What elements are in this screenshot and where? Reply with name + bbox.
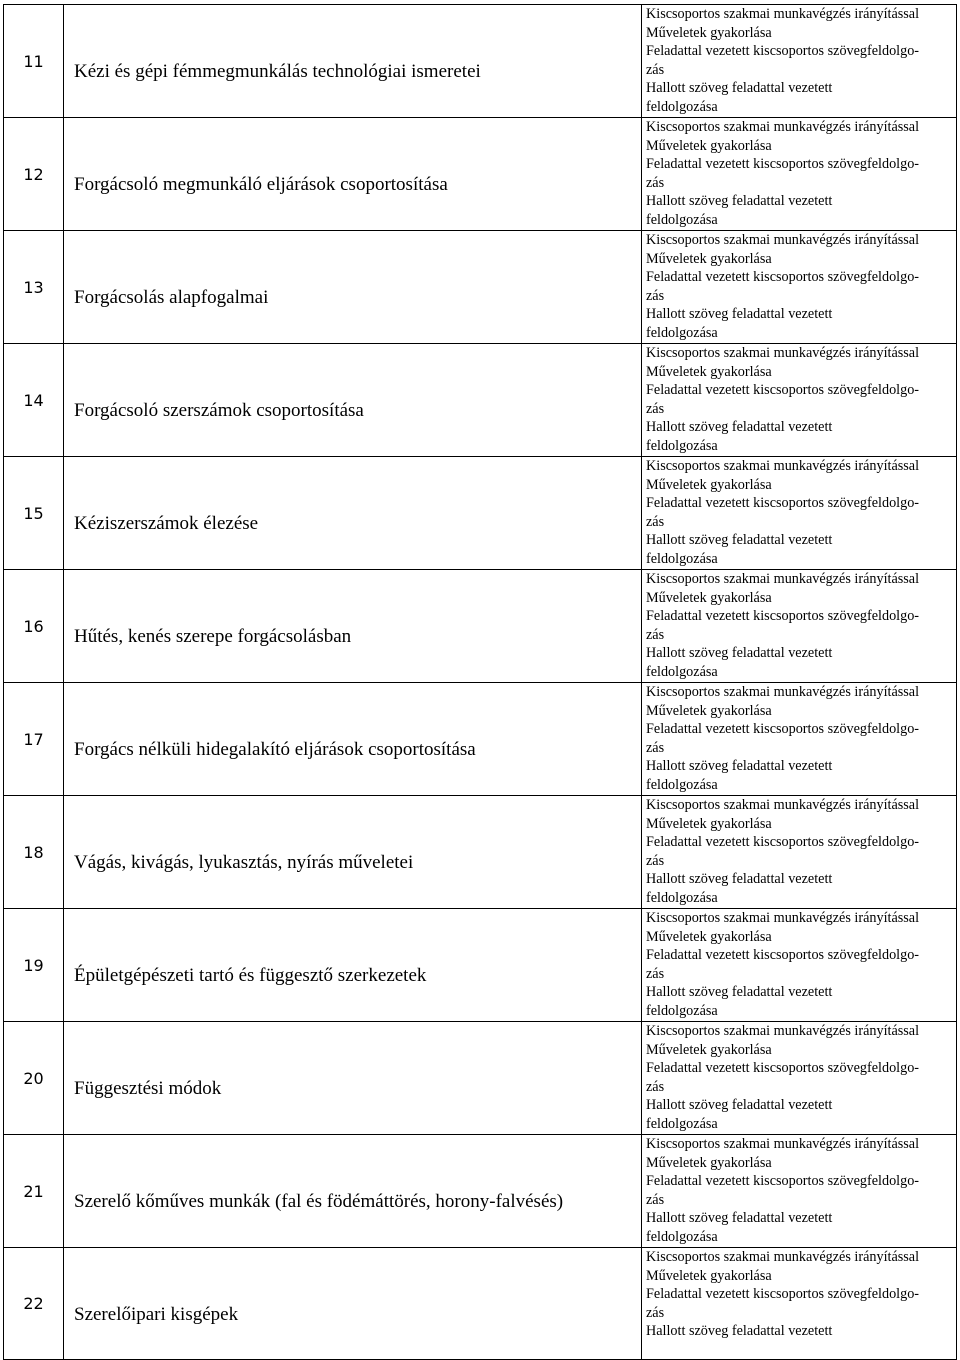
lesson-topic	[64, 570, 642, 683]
method-line: Feladattal vezetett kiscsoportos szövegfeldolgo-	[646, 721, 920, 738]
lesson-topic-text: Függesztési módok	[74, 1078, 222, 1099]
lesson-topic-text: Forgácsoló megmunkáló eljárások csoportosítása	[74, 174, 448, 195]
teaching-methods	[642, 5, 957, 118]
method-line: Feladattal vezetett kiscsoportos szövegfeldolgo-	[646, 608, 920, 625]
teaching-methods	[642, 118, 957, 231]
method-line: Kiscsoportos szakmai munkavégzés irányítással	[646, 1136, 920, 1152]
method-line: Kiscsoportos szakmai munkavégzés irányítással	[646, 797, 920, 813]
method-line: Műveletek gyakorlása	[646, 702, 772, 719]
method-line: Műveletek gyakorlása	[646, 1154, 772, 1171]
method-line: Feladattal vezetett kiscsoportos szövegfeldolgo-	[646, 1060, 920, 1077]
table-row	[4, 457, 957, 570]
lesson-topic-text: Hűtés, kenés szerepe forgácsolásban	[74, 626, 352, 647]
table-row	[4, 344, 957, 457]
method-line: feldolgozása	[646, 324, 718, 341]
method-line: zás	[646, 965, 665, 982]
method-line: Kiscsoportos szakmai munkavégzés irányítással	[646, 684, 920, 700]
method-line: Hallott szöveg feladattal vezetett	[646, 419, 833, 436]
method-line: Hallott szöveg feladattal vezetett	[646, 532, 833, 549]
lesson-number: 20	[4, 1022, 64, 1135]
method-line: zás	[646, 626, 665, 643]
method-line: feldolgozása	[646, 98, 718, 115]
teaching-methods	[642, 457, 957, 570]
method-line: Feladattal vezetett kiscsoportos szövegfeldolgo-	[646, 269, 920, 286]
lesson-number: 14	[4, 344, 64, 457]
lesson-topic	[64, 5, 642, 118]
lesson-topic	[64, 683, 642, 796]
teaching-methods	[642, 231, 957, 344]
lesson-topic-text: Kéziszerszámok élezése	[74, 513, 259, 534]
method-line: Feladattal vezetett kiscsoportos szövegfeldolgo-	[646, 382, 920, 399]
method-line: Műveletek gyakorlása	[646, 1267, 772, 1284]
table-row	[4, 1248, 957, 1360]
method-line: zás	[646, 513, 665, 530]
method-line: zás	[646, 287, 665, 304]
lesson-topic	[64, 457, 642, 570]
teaching-methods	[642, 1022, 957, 1135]
method-line: Hallott szöveg feladattal vezetett	[646, 645, 833, 662]
method-line: Műveletek gyakorlása	[646, 250, 772, 267]
lesson-topic	[64, 909, 642, 1022]
lesson-topic-text: Szerelő kőműves munkák (fal és födémáttörés, horony-falvésés)	[74, 1191, 564, 1212]
lesson-number: 21	[4, 1135, 64, 1248]
lesson-topic-text: Vágás, kivágás, lyukasztás, nyírás műveletei	[74, 852, 414, 873]
method-line: Műveletek gyakorlása	[646, 137, 772, 154]
method-line: zás	[646, 852, 665, 869]
table-row	[4, 683, 957, 796]
method-line: feldolgozása	[646, 211, 718, 228]
method-line: feldolgozása	[646, 1002, 718, 1019]
method-line: Kiscsoportos szakmai munkavégzés irányítással	[646, 6, 920, 22]
method-line: Kiscsoportos szakmai munkavégzés irányítással	[646, 910, 920, 926]
lesson-topic-text: Épületgépészeti tartó és függesztő szerkezetek	[74, 965, 427, 986]
method-line: Hallott szöveg feladattal vezetett	[646, 193, 833, 210]
lesson-number: 11	[4, 5, 64, 118]
method-line: Kiscsoportos szakmai munkavégzés irányítással	[646, 571, 920, 587]
table-row	[4, 909, 957, 1022]
method-line: Műveletek gyakorlása	[646, 24, 772, 41]
method-line: Kiscsoportos szakmai munkavégzés irányítással	[646, 1023, 920, 1039]
lesson-number: 22	[4, 1248, 64, 1360]
lesson-number: 12	[4, 118, 64, 231]
method-line: Feladattal vezetett kiscsoportos szövegfeldolgo-	[646, 1286, 920, 1303]
lesson-topic	[64, 796, 642, 909]
method-line: Hallott szöveg feladattal vezetett	[646, 871, 833, 888]
lesson-number: 19	[4, 909, 64, 1022]
lesson-topic	[64, 1248, 642, 1360]
lesson-topic-text: Forgácsolás alapfogalmai	[74, 287, 269, 308]
teaching-methods	[642, 683, 957, 796]
method-line: Feladattal vezetett kiscsoportos szövegfeldolgo-	[646, 947, 920, 964]
method-line: Feladattal vezetett kiscsoportos szövegfeldolgo-	[646, 43, 920, 60]
method-line: Kiscsoportos szakmai munkavégzés irányítással	[646, 345, 920, 361]
method-line: zás	[646, 61, 665, 78]
method-line: feldolgozása	[646, 1115, 718, 1132]
method-line: Hallott szöveg feladattal vezetett	[646, 1210, 833, 1227]
lesson-number: 16	[4, 570, 64, 683]
method-line: zás	[646, 400, 665, 417]
method-line: Műveletek gyakorlása	[646, 363, 772, 380]
method-line: Feladattal vezetett kiscsoportos szövegfeldolgo-	[646, 495, 920, 512]
teaching-methods	[642, 909, 957, 1022]
teaching-methods	[642, 796, 957, 909]
method-line: zás	[646, 739, 665, 756]
lesson-topic	[64, 1022, 642, 1135]
table-row	[4, 796, 957, 909]
method-line: Műveletek gyakorlása	[646, 928, 772, 945]
table-row	[4, 231, 957, 344]
method-line: zás	[646, 1078, 665, 1095]
lesson-number: 13	[4, 231, 64, 344]
curriculum-table	[3, 4, 957, 1360]
method-line: Hallott szöveg feladattal vezetett	[646, 758, 833, 775]
method-line: Kiscsoportos szakmai munkavégzés irányítással	[646, 119, 920, 135]
method-line: Hallott szöveg feladattal vezetett	[646, 984, 833, 1001]
method-line: feldolgozása	[646, 663, 718, 680]
method-line: Hallott szöveg feladattal vezetett	[646, 1097, 833, 1114]
method-line: Műveletek gyakorlása	[646, 476, 772, 493]
method-line: zás	[646, 174, 665, 191]
table-row	[4, 118, 957, 231]
lesson-topic	[64, 231, 642, 344]
method-line: Hallott szöveg feladattal vezetett	[646, 80, 833, 97]
method-line: Műveletek gyakorlása	[646, 815, 772, 832]
teaching-methods	[642, 344, 957, 457]
method-line: Hallott szöveg feladattal vezetett	[646, 306, 833, 323]
table-row	[4, 5, 957, 118]
method-line: Hallott szöveg feladattal vezetett	[646, 1323, 833, 1340]
method-line: feldolgozása	[646, 550, 718, 567]
lesson-number: 18	[4, 796, 64, 909]
method-line: Kiscsoportos szakmai munkavégzés irányítással	[646, 1249, 920, 1265]
method-line: feldolgozása	[646, 1228, 718, 1245]
lesson-number: 15	[4, 457, 64, 570]
teaching-methods	[642, 570, 957, 683]
lesson-topic	[64, 1135, 642, 1248]
method-line: zás	[646, 1304, 665, 1321]
method-line: Kiscsoportos szakmai munkavégzés irányítással	[646, 458, 920, 474]
lesson-topic-text: Forgács nélküli hidegalakító eljárások csoportosítása	[74, 739, 476, 760]
method-line: Feladattal vezetett kiscsoportos szövegfeldolgo-	[646, 156, 920, 173]
lesson-topic	[64, 344, 642, 457]
method-line: Műveletek gyakorlása	[646, 589, 772, 606]
method-line: Feladattal vezetett kiscsoportos szövegfeldolgo-	[646, 1173, 920, 1190]
teaching-methods	[642, 1135, 957, 1248]
method-line: feldolgozása	[646, 437, 718, 454]
table-row	[4, 570, 957, 683]
method-line: Feladattal vezetett kiscsoportos szövegfeldolgo-	[646, 834, 920, 851]
table-row	[4, 1022, 957, 1135]
lesson-topic	[64, 118, 642, 231]
teaching-methods	[642, 1248, 957, 1360]
method-line: zás	[646, 1191, 665, 1208]
lesson-topic-text: Forgácsoló szerszámok csoportosítása	[74, 400, 364, 421]
method-line: feldolgozása	[646, 776, 718, 793]
lesson-topic-text: Kézi és gépi fémmegmunkálás technológiai ismeretei	[74, 61, 481, 82]
lesson-topic-text: Szerelőipari kisgépek	[74, 1303, 239, 1325]
lesson-number: 17	[4, 683, 64, 796]
method-line: Műveletek gyakorlása	[646, 1041, 772, 1058]
table-row	[4, 1135, 957, 1248]
method-line: feldolgozása	[646, 889, 718, 906]
method-line: Kiscsoportos szakmai munkavégzés irányítással	[646, 232, 920, 248]
